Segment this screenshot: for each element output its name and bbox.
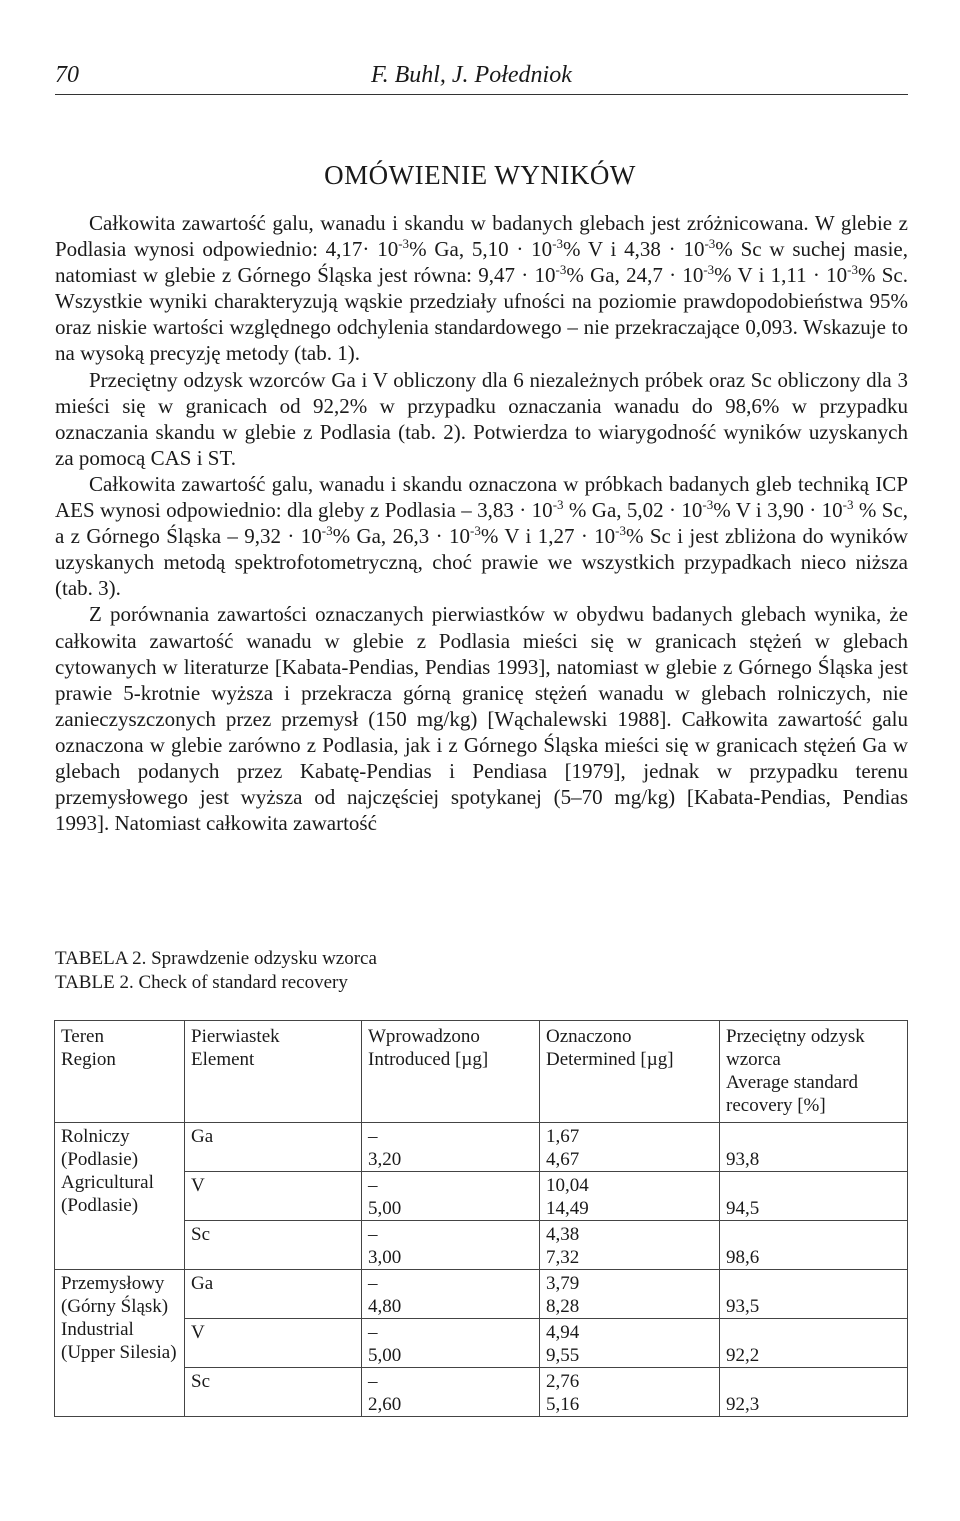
page-number: 70 [55, 62, 79, 88]
body-text [55, 210, 908, 836]
table-header-row [55, 1021, 908, 1123]
element-cell: V [185, 1172, 362, 1221]
element-cell: Sc [185, 1221, 362, 1270]
recovery-table [54, 1020, 908, 1417]
region-cell-agricultural: Rolniczy (Podlasie) Agricultural (Podlasie) [55, 1123, 185, 1270]
recovery-cell: 92,2 [720, 1319, 908, 1368]
region-cell-industrial: Przemysłowy (Górny Śląsk) Industrial (Upper Silesia) [55, 1270, 185, 1417]
paragraph-comparison: Z porównania zawartości oznaczanych pierwiastków w obydwu badanych glebach wynika, że całkowita zawartość wanadu w glebie z Podlasia mieści się w granicach stężeń w glebach cytowanych w literaturze [Kabata-Pendias, Pendias 1993], natomiast w glebie z Górnego Śląska jest prawie 5-krotnie wyższa i przekracza górną granicę stężeń wanadu w glebach rolniczych, nie zanieczyszczonych przez przemysł (150 mg/kg) [Wąchalewski 1988]. Całkowita zawartość galu oznaczona w glebie zarówno z Podlasia, jak i z Górnego Śląska mieści się w granicach stężeń Ga w glebach podanych przez Kabatę-Pendias i Pendiasa [1979], jednak w przypadku terenu przemysłowego jest wyższa od najczęściej spotykanej (5–70 mg/kg) [Kabata-Pendias, Pendias 1993]. Natomiast całkowita zawartość [55, 602, 908, 836]
header-element: Pierwiastek Element [185, 1021, 362, 1123]
table-caption-en: TABLE 2. Check of standard recovery [55, 972, 348, 993]
header-recovery: Przeciętny odzysk wzorca Average standard recovery [%] [720, 1021, 908, 1123]
determined-cell: 10,04 14,49 [540, 1172, 720, 1221]
introduced-cell: – 2,60 [362, 1368, 540, 1417]
paragraph-results-content: Całkowita zawartość galu, wanadu i skandu w badanych glebach jest zróżnicowana. W glebie z Podlasia wynosi odpowiednio: $4,17\cdot 10^{-3}\%$ Ga, $5,10 \cdot 10^{-3}\%$ V i $4,38 \cdot 10^{-3}\%$ Sc w suchej masie, natomiast w glebie z Górnego Śląska jest równa: $9,47 \cdot 10^{-3}\%$ Ga, $24,7 \cdot 10^{-3}\%$ V i $1,11 \cdot 10^{-3}\%$ Sc. Wszystkie wyniki charakteryzują wąskie przedziały ufności na poziomie prawdopodobieństwa 95% oraz niskie wartości względnego odchylenia standardowego – nie przekraczające 0,093. Wskazuje to na wysoką precyzję metody (tab. 1). [55, 211, 908, 366]
header-region: Teren Region [55, 1021, 185, 1123]
header-introduced: Wprowadzono Introduced [µg] [362, 1021, 540, 1123]
determined-cell: 4,38 7,32 [540, 1221, 720, 1270]
recovery-cell: 93,5 [720, 1270, 908, 1319]
element-cell: V [185, 1319, 362, 1368]
introduced-cell: – 5,00 [362, 1172, 540, 1221]
recovery-cell: 93,8 [720, 1123, 908, 1172]
paragraph-icp-aes: Całkowita zawartość galu, wanadu i skandu oznaczona w próbkach badanych gleb techniką ICP AES wynosi odpowiednio: dla gleby z Podlasia – $3,83 \cdot 10^{-3}$ % Ga, $5,02 \cdot 10^{-3}\%$ V i $3,90 \cdot 10^{-3}$ % Sc, a z Górnego Śląska – $9,32 \cdot 10^{-3}\%$ Ga, $26,3 \cdot 10^{-3}\%$ V i $1,27 \cdot 10^{-3}\%$ Sc i jest zbliżona do wyników uzyskanych metodą spektrofotometryczną, choć prawie we wszystkich przypadkach nieco niższa (tab. 3). [55, 471, 909, 601]
determined-cell: 1,67 4,67 [540, 1123, 720, 1172]
element-cell: Ga [185, 1123, 362, 1172]
header-determined: Oznaczono Determined [µg] [540, 1021, 720, 1123]
introduced-cell: – 4,80 [362, 1270, 540, 1319]
recovery-cell: 94,5 [720, 1172, 908, 1221]
introduced-cell: – 5,00 [362, 1319, 540, 1368]
determined-cell: 2,76 5,16 [540, 1368, 720, 1417]
page-header [55, 62, 908, 95]
running-title: F. Buhl, J. Połedniok [371, 62, 572, 88]
element-cell: Ga [185, 1270, 362, 1319]
section-title: OMÓWIENIE WYNIKÓW [324, 160, 636, 190]
introduced-cell: – 3,00 [362, 1221, 540, 1270]
table-caption-pl: TABELA 2. Sprawdzenie odzysku wzorca [55, 948, 377, 969]
paragraph-recovery: Przeciętny odzysk wzorców Ga i V obliczony dla 6 niezależnych próbek oraz Sc obliczony dla 3 mieści się w granicach od 92,2% w przypadku oznaczania wanadu do 98,6% w przypadku oznaczania skandu w glebie z Podlasia (tab. 2). Potwierdza to wiarygodność wyników uzyskanych za pomocą CAS i ST. [55, 367, 908, 470]
determined-cell: 4,94 9,55 [540, 1319, 720, 1368]
recovery-cell: 92,3 [720, 1368, 908, 1417]
table-row [55, 1270, 908, 1319]
recovery-cell: 98,6 [720, 1221, 908, 1270]
element-cell: Sc [185, 1368, 362, 1417]
table-row [55, 1123, 908, 1172]
determined-cell: 3,79 8,28 [540, 1270, 720, 1319]
introduced-cell: – 3,20 [362, 1123, 540, 1172]
table-caption [55, 947, 377, 995]
